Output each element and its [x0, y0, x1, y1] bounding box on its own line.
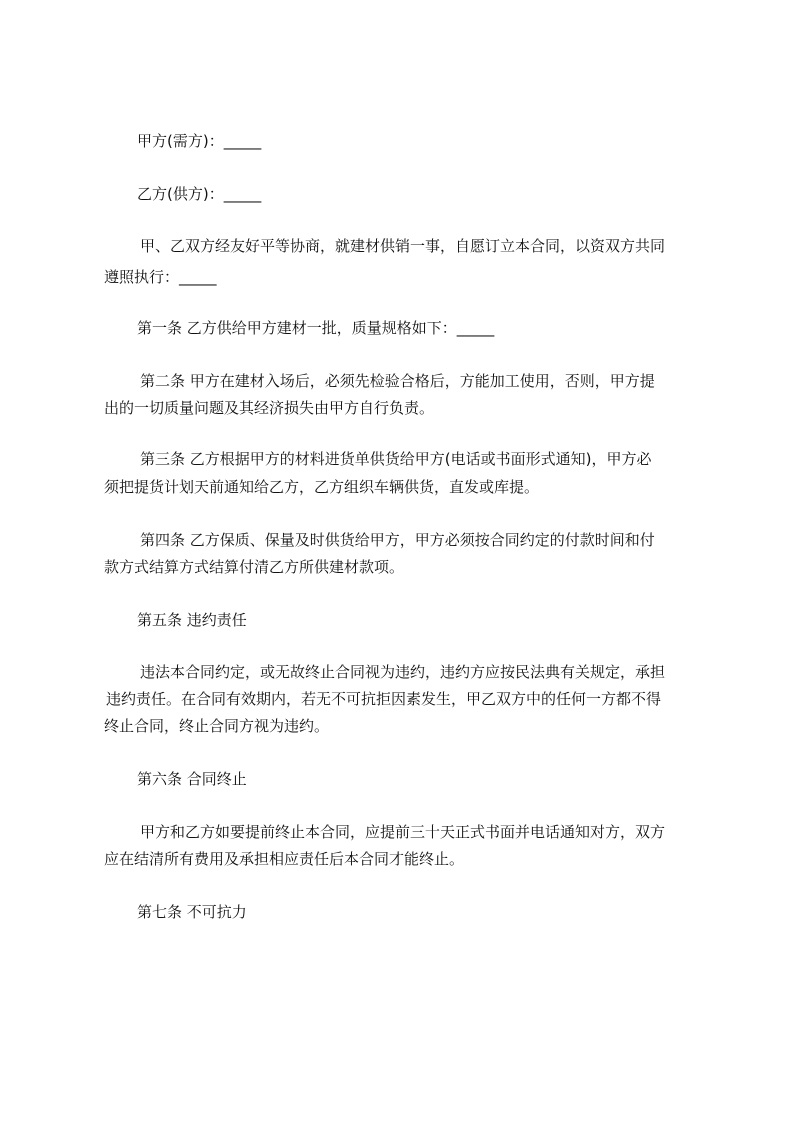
article-6-line-1: 甲方和乙方如要提前终止本合同，应提前三十天正式书面并电话通知对方，双方 [140, 823, 666, 841]
article-7-heading: 第七条 不可抗力 [137, 903, 247, 921]
preamble-line-1: 甲、乙双方经友好平等协商，就建材供销一事，自愿订立本合同，以资双方共同 [140, 237, 666, 255]
article-6-line-2: 应在结清所有费用及承担相应责任后本合同才能终止。 [104, 850, 465, 868]
article-6-heading: 第六条 合同终止 [137, 770, 247, 788]
preamble-line-2: 遵照执行：_____ [104, 268, 217, 286]
article-2-line-2: 出的一切质量问题及其经济损失由甲方自行负责。 [104, 399, 435, 417]
article-5-heading: 第五条 违约责任 [137, 611, 247, 629]
article-4-line-2: 款方式结算方式结算付清乙方所供建材款项。 [104, 558, 405, 576]
article-3-line-1: 第三条 乙方根据甲方的材料进货单供货给甲方(电话或书面形式通知)，甲方必 [140, 450, 652, 468]
article-1: 第一条 乙方供给甲方建材一批，质量规格如下：_____ [137, 319, 495, 337]
article-3-line-2: 须把提货计划天前通知给乙方，乙方组织车辆供货，直发或库提。 [104, 478, 540, 496]
article-5-line-1: 违法本合同约定，或无故终止合同视为违约，违约方应按民法典有关规定，承担 [140, 663, 666, 681]
article-5-line-3: 终止合同，终止合同方视为违约。 [104, 717, 330, 735]
article-5-line-2: 违约责任。在合同有效期内，若无不可抗拒因素发生，甲乙双方中的任何一方都不得 [106, 690, 662, 708]
party-a-line: 甲方(需方)：_____ [137, 132, 262, 150]
party-b-line: 乙方(供方)：_____ [137, 185, 262, 203]
article-2-line-1: 第二条 甲方在建材入场后，必须先检验合格后，方能加工使用，否则，甲方提 [140, 372, 655, 390]
article-4-line-1: 第四条 乙方保质、保量及时供货给甲方，甲方必须按合同约定的付款时间和付 [140, 531, 655, 549]
